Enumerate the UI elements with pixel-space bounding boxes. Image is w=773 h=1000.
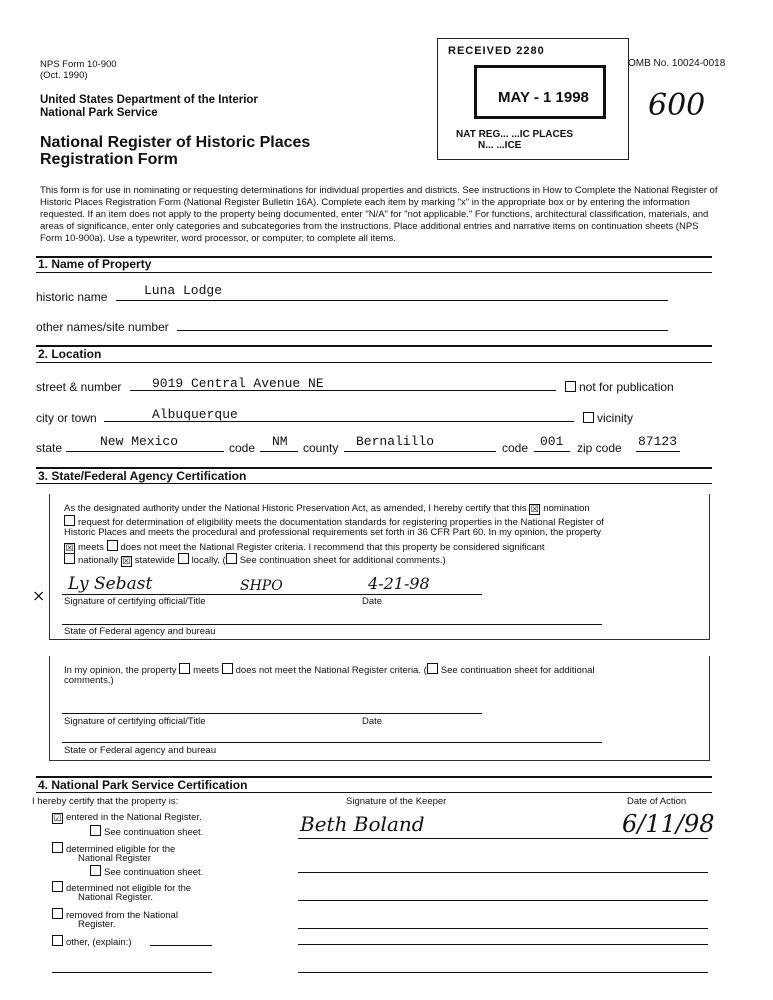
section3-title: 3. State/Federal Agency Certification bbox=[38, 469, 247, 483]
meets-checkbox[interactable]: ☒ bbox=[65, 543, 74, 553]
cert-line2: request for determination of eligibility meets the documentation standards for registering properties in the National Register of bbox=[64, 515, 604, 529]
page-title: National Register of Historic Places bbox=[40, 134, 311, 151]
historic-name-label: historic name bbox=[36, 290, 108, 304]
service: National Park Service bbox=[40, 107, 158, 119]
city-label: city or town bbox=[36, 411, 97, 425]
street-field[interactable]: 9019 Central Avenue NE bbox=[152, 376, 324, 391]
cert-line3: Historic Places and meets the procedural and professional requirements set forth in 36 CFR Part 60. In my opinion, the property bbox=[64, 527, 602, 538]
nomination-checkbox[interactable]: ☒ bbox=[530, 504, 539, 514]
nationally-checkbox[interactable] bbox=[64, 553, 75, 564]
zip-label: zip code bbox=[577, 441, 622, 455]
statewide-checkbox[interactable]: ☒ bbox=[122, 556, 131, 566]
cert-line5: nationally ☒ statewide locally. ( See continuation sheet for additional comments.) bbox=[64, 553, 446, 567]
zip-field[interactable]: 87123 bbox=[638, 434, 678, 449]
stamp-line1: NAT REG... ...IC PLACES bbox=[456, 129, 574, 140]
other-names-label: other names/site number bbox=[36, 320, 169, 334]
form-number: NPS Form 10-900 bbox=[40, 59, 117, 70]
state-code-label: code bbox=[229, 441, 256, 455]
not-eligible-checkbox[interactable] bbox=[52, 881, 63, 892]
does-not-meet-checkbox[interactable] bbox=[107, 540, 118, 551]
stamp-date: MAY - 1 1998 bbox=[498, 89, 589, 106]
not-for-publication-checkbox[interactable] bbox=[565, 381, 576, 392]
street-label: street & number bbox=[36, 380, 122, 394]
not-for-publication[interactable]: not for publication bbox=[565, 380, 674, 394]
certifier-signature: Ly Sebast bbox=[68, 574, 153, 594]
action-date: 6/11/98 bbox=[622, 810, 715, 838]
entered-option[interactable]: ☑ entered in the National Register. bbox=[53, 812, 202, 823]
sig-label: Signature of certifying official/Title bbox=[64, 596, 206, 607]
cert-line4: ☒ meets does not meet the National Register criteria. I recommend that this property be considered significant bbox=[65, 542, 545, 553]
vicinity[interactable]: vicinity bbox=[583, 411, 633, 425]
eligible-checkbox[interactable] bbox=[52, 842, 63, 853]
eligible-option[interactable]: determined eligible for the bbox=[52, 842, 175, 856]
removed-line2: Register. bbox=[78, 919, 116, 930]
city-field[interactable]: Albuquerque bbox=[152, 407, 238, 422]
entered-continuation-checkbox[interactable] bbox=[90, 825, 101, 836]
removed-option[interactable]: removed from the National bbox=[52, 908, 178, 922]
cert-line1: As the designated authority under the National Historic Preservation Act, as amended, I hereby certify that this ☒ nomination bbox=[64, 503, 590, 514]
agency-label: State of Federal agency and bureau bbox=[64, 626, 216, 637]
state-label: state bbox=[36, 441, 63, 455]
certify-intro: I hereby certify that the property is: bbox=[32, 796, 179, 807]
state-field[interactable]: New Mexico bbox=[100, 434, 179, 449]
other-option[interactable]: other, (explain:) bbox=[52, 935, 131, 949]
opinion-not-meet-checkbox[interactable] bbox=[222, 663, 233, 674]
locally-checkbox[interactable] bbox=[178, 553, 189, 564]
county-code-label: code bbox=[502, 441, 529, 455]
instructions: This form is for use in nominating or requesting determinations for individual properties and districts. See instructions in How to Complete the National Register of Historic Places Registration Form (National Register Bulletin 16A). Complete each item by marking "x" in the appropriate box or by entering the information requested. If an item does not apply to the property being documented, enter "N/A" for "not applicable." For functions, architectural classification, materials, and areas of significance, enter only categories and subcategories from the instructions. Place additional entries and narrative items on continuation sheets (NPS Form 10-900a). Use a typewriter, word processor, or computer, to complete all items. bbox=[40, 185, 718, 244]
date-label: Date bbox=[362, 596, 383, 607]
agency2-label: State or Federal agency and bureau bbox=[64, 745, 217, 756]
omb-number: OMB No. 10024-0018 bbox=[628, 58, 726, 69]
opinion-line2: comments.) bbox=[64, 675, 114, 686]
certifier-date: 4-21-98 bbox=[368, 574, 430, 593]
x-mark: × bbox=[32, 586, 46, 605]
not-eligible-line2: National Register. bbox=[78, 892, 153, 903]
county-field[interactable]: Bernalillo bbox=[356, 434, 435, 449]
keeper-signature: Beth Boland bbox=[300, 812, 425, 836]
not-eligible-option[interactable]: determined not eligible for the bbox=[52, 881, 191, 895]
eligible-line2: National Register bbox=[78, 853, 151, 864]
eligible-continuation-checkbox[interactable] bbox=[90, 865, 101, 876]
county-label: county bbox=[303, 441, 339, 455]
vicinity-checkbox[interactable] bbox=[583, 412, 594, 423]
keeper-label: Signature of the Keeper bbox=[346, 796, 447, 807]
other-checkbox[interactable] bbox=[52, 935, 63, 946]
opinion-line1: In my opinion, the property meets does not meet the National Register criteria. ( See continuation sheet for additional bbox=[64, 665, 595, 676]
entered-checkbox[interactable]: ☑ bbox=[53, 813, 62, 823]
department: United States Department of the Interior bbox=[40, 94, 258, 106]
historic-name-field[interactable]: Luna Lodge bbox=[144, 283, 223, 298]
certifier-title: SHPO bbox=[240, 578, 283, 594]
entered-continuation[interactable]: See continuation sheet. bbox=[90, 825, 203, 839]
received-stamp bbox=[437, 38, 629, 160]
sig2-label: Signature of certifying official/Title bbox=[64, 716, 206, 727]
county-code-field[interactable]: 001 bbox=[540, 434, 564, 449]
continuation-checkbox[interactable] bbox=[226, 553, 237, 564]
stamp-received: RECEIVED 2280 bbox=[448, 45, 545, 57]
section1-title: 1. Name of Property bbox=[38, 257, 152, 271]
handwritten-number: 600 bbox=[648, 88, 706, 123]
opinion-meets-checkbox[interactable] bbox=[179, 663, 190, 674]
date-action-label: Date of Action bbox=[627, 796, 687, 807]
date2-label: Date bbox=[362, 716, 383, 727]
eligible-continuation[interactable]: See continuation sheet. bbox=[90, 865, 203, 879]
stamp-line2: N... ...ICE bbox=[478, 140, 522, 151]
form-date: (Oct. 1990) bbox=[40, 70, 88, 81]
request-checkbox[interactable] bbox=[64, 515, 75, 526]
section2-title: 2. Location bbox=[38, 347, 102, 361]
opinion-continuation-checkbox[interactable] bbox=[427, 663, 438, 674]
removed-checkbox[interactable] bbox=[52, 908, 63, 919]
section4-title: 4. National Park Service Certification bbox=[38, 778, 248, 792]
state-code-field[interactable]: NM bbox=[272, 434, 288, 449]
page-subtitle: Registration Form bbox=[40, 151, 178, 168]
